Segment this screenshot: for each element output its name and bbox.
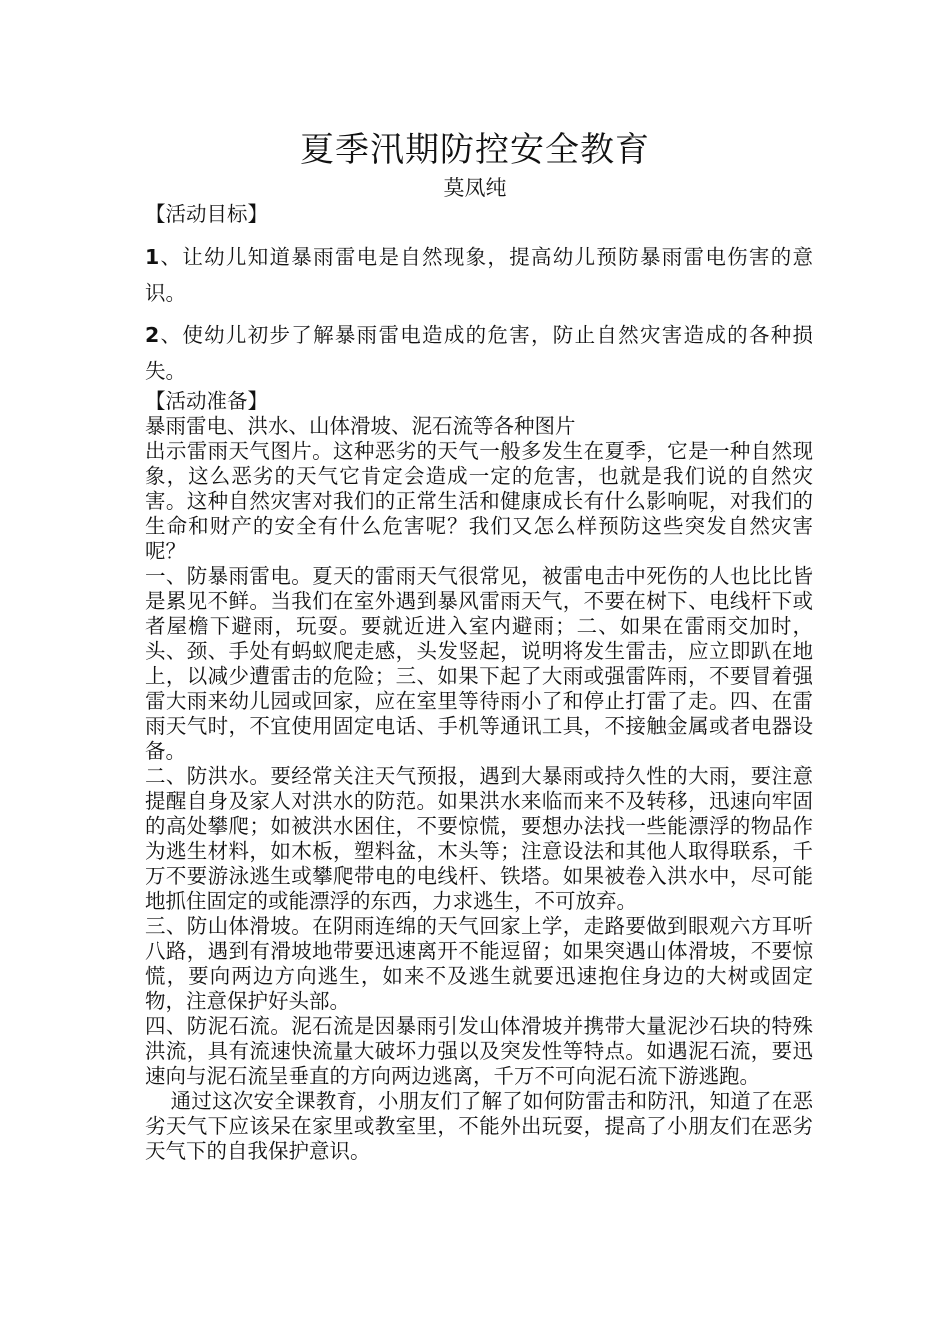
intro-paragraph: 出示雷雨天气图片。这种恶劣的天气一般多发生在夏季，它是一种自然现象，这么恶劣的天气它肯定会造成一定的危害，也就是我们说的自然灾害。这种自然灾害对我们的正常生活和健康成长有什么影响呢，对我们的生命和财产的安全有什么危害呢？我们又怎么样预防这些突发自然灾害呢？ bbox=[145, 439, 813, 563]
goal-number: 2 bbox=[145, 323, 160, 347]
section-landslide: 三、防山体滑坡。在阴雨连绵的天气回家上学，走路要做到眼观六方耳听八路，遇到有滑坡地带要迅速离开不能逗留；如果突遇山体滑坡，不要惊慌，要向两边方向逃生，如来不及逃生就要迅速抱住身边的大树或固定物，注意保护好头部。 bbox=[145, 914, 813, 1013]
section-flood: 二、防洪水。要经常关注天气预报，遇到大暴雨或持久性的大雨，要注意提醒自身及家人对洪水的防范。如果洪水来临而来不及转移，迅速向牢固的高处攀爬；如被洪水困住，不要惊慌，要想办法找一些能漂浮的物品作为逃生材料，如木板，塑料盆，木头等；注意设法和其他人取得联系，千万不要游泳逃生或攀爬带电的电线杆、铁塔。如果被卷入洪水中，尽可能地抓住固定的或能漂浮的东西，力求逃生，不可放弃。 bbox=[145, 764, 813, 913]
document-title: 夏季汛期防控安全教育 bbox=[300, 130, 650, 170]
goal-text: 、让幼儿知道暴雨雷电是自然现象，提高幼儿预防暴雨雷电伤害的意识。 bbox=[145, 245, 813, 305]
goals-heading: 【活动目标】 bbox=[145, 202, 268, 226]
section-mudslide: 四、防泥石流。泥石流是因暴雨引发山体滑坡并携带大量泥沙石块的特殊洪流，具有流速快流量大破坏力强以及突发性等特点。如遇泥石流，要迅速向与泥石流呈垂直的方向两边逃离，千万不可向泥石流下游逃跑。 bbox=[145, 1014, 813, 1088]
document-body bbox=[145, 202, 813, 1164]
goal-item bbox=[145, 317, 813, 389]
section-thunderstorm: 一、防暴雨雷电。夏天的雷雨天气很常见，被雷电击中死伤的人也比比皆是累见不鲜。当我们在室外遇到暴风雷雨天气，不要在树下、电线杆下或者屋檐下避雨，玩耍。要就近进入室内避雨；二、如果在雷雨交加时，头、颈、手处有蚂蚁爬走感，头发竖起，说明将发生雷击，应立即趴在地上，以减少遭雷击的危险；三、如果下起了大雨或强雷阵雨，不要冒着强雷大雨来幼儿园或回家，应在室里等待雨小了和停止打雷了走。四、在雷雨天气时，不宜使用固定电话、手机等通讯工具，不接触金属或者电器设备。 bbox=[145, 564, 813, 763]
goal-text: 、使幼儿初步了解暴雨雷电造成的危害，防止自然灾害造成的各种损失。 bbox=[145, 323, 813, 383]
goal-number: 1 bbox=[145, 245, 160, 269]
goal-item bbox=[145, 239, 813, 311]
conclusion-paragraph: 通过这次安全课教育，小朋友们了解了如何防雷击和防汛，知道了在恶劣天气下应该呆在家里或教室里，不能外出玩耍，提高了小朋友们在恶劣天气下的自我保护意识。 bbox=[145, 1089, 813, 1163]
prep-heading: 【活动准备】 bbox=[145, 389, 268, 413]
prep-text: 暴雨雷电、洪水、山体滑坡、泥石流等各种图片 bbox=[145, 414, 576, 438]
document-author: 莫凤纯 bbox=[443, 176, 507, 200]
